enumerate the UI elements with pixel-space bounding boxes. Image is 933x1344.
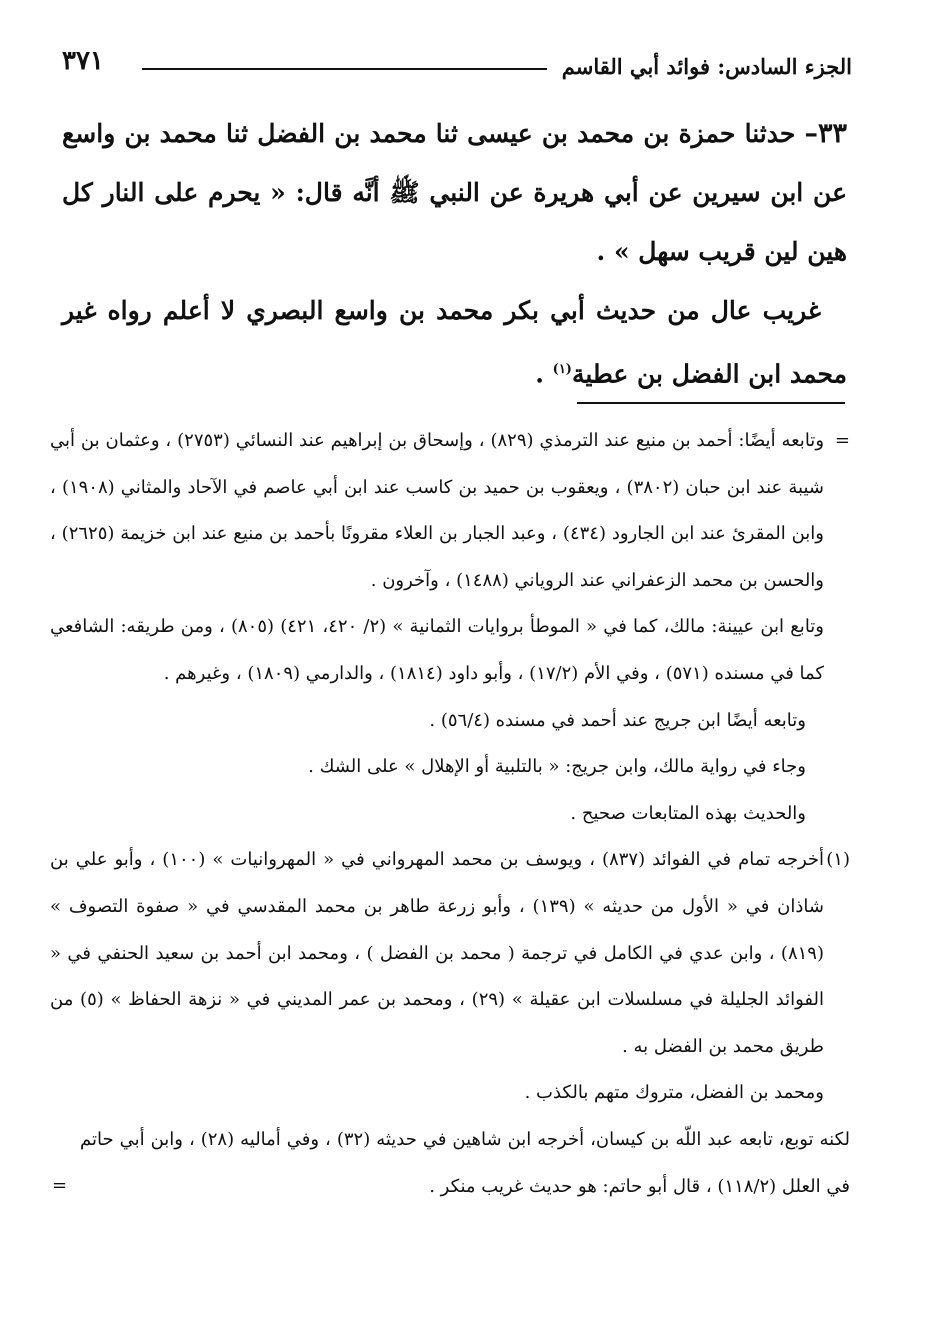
comment-text: غريب عال من حديث أبي بكر محمد بن واسع البصري لا أعلم رواه غير محمد ابن الفضل بن عطية [62,296,847,389]
page-header [62,44,852,84]
footnote-text: أخرجه تمام في الفوائد (٨٣٧) ، ويوسف بن محمد المهرواني في « المهروانيات » (١٠٠) ، وأبو علي بن شاذان في « الأول من حديثه » (١٣٩) ، وأبو زرعة طاهر بن محمد المقدسي في « صفوة التصوف » (٨١٩) ، وابن عدي في الكامل في ترجمة ( محمد بن الفضل ) ، ومحمد ابن أحمد بن سعيد الحنفي في « الفوائد الجليلة في مسلسلات ابن عقيلة » (٢٩) ، ومحمد بن عمر المديني في « نزهة الحفاظ » (٥) من طريق محمد بن الفضل به . [50,849,825,1057]
footnote-separator [577,402,845,404]
header-rule [142,68,547,70]
footnote-continuation-para [50,418,850,604]
footnote-para: وجاء في رواية مالك، وابن جريج: « بالتلبية أو الإهلال » على الشك . [308,756,806,778]
hadith-text [62,104,847,281]
footnote-para: وتابع ابن عيينة: مالك، كما في « الموطأ بروايات الثمانية » (٢/ ٤٢٠، ٤٢١) (٨٠٥) ، ومن طريقه: الشافعي كما في مسنده (٥٧١) ، وفي الأم (١٧/٢) ، وأبو داود (١٨١٤) ، والدارمي (١٨٠٩) ، وغيرهم . [50,616,825,684]
hadith-body: حدثنا حمزة بن محمد بن عيسى ثنا محمد بن الفضل ثنا محمد بن واسع عن ابن سيرين عن أبي هريرة عن النبي ﷺ أنَّه قال: « يحرم على النار كل هين لين قريب سهل » . [62,119,847,266]
footnote-para: ومحمد بن الفضل، متروك متهم بالكذب . [524,1082,824,1104]
footnote-text: لكنه توبع، تابعه عبد اللّه بن كيسان، أخرجه ابن شاهين في حديثه (٣٢) ، وفي أماليه (٢٨) ، وابن أبي حاتم في العلل (١١٨/٢) ، قال أبو حاتم: هو حديث غريب منكر . [80,1128,850,1197]
main-text [62,104,847,403]
footnote-text: وتابعه أيضًا: أحمد بن منيع عند الترمذي (٨٢٩) ، وإسحاق بن إبراهيم عند النسائي (٢٧٥٣) ، وعثمان بن أبي شيبة عند ابن حبان (٣٨٠٢) ، ويعقوب بن حميد بن كاسب عند ابن أبي عاصم في الآحاد والمثاني (١٩٠٨) ، وابن المقرئ عند ابن الجارود (٤٣٤) ، وعبد الجبار بن العلاء مقرونًا بأحمد بن منيع عند ابن خزيمة (٢٦٢٥) ، والحسن بن محمد الزعفراني عند الروياني (١٤٨٨) ، وآخرون . [50,430,825,591]
hadith-number: ٣٣– [804,118,847,149]
running-title: الجزء السادس: فوائد أبي القاسم [561,54,852,79]
footnote-1 [50,837,850,1070]
footnote-marker: (١) [826,849,850,871]
end-continuation-mark: = [52,1174,68,1196]
footnotes [50,418,850,1210]
footnote-para: والحديث بهذه المتابعات صحيح . [570,802,806,824]
footnote-para [50,1117,850,1210]
page-number: ٣٧١ [62,46,104,76]
continuation-mark: = [834,430,850,451]
footnote-para: وتابعه أيضًا ابن جريج عند أحمد في مسنده (٥٦/٤) . [429,709,806,731]
footnote-reference: (١) [552,362,572,377]
hadith-comment [62,281,847,403]
comment-end: . [535,359,553,389]
